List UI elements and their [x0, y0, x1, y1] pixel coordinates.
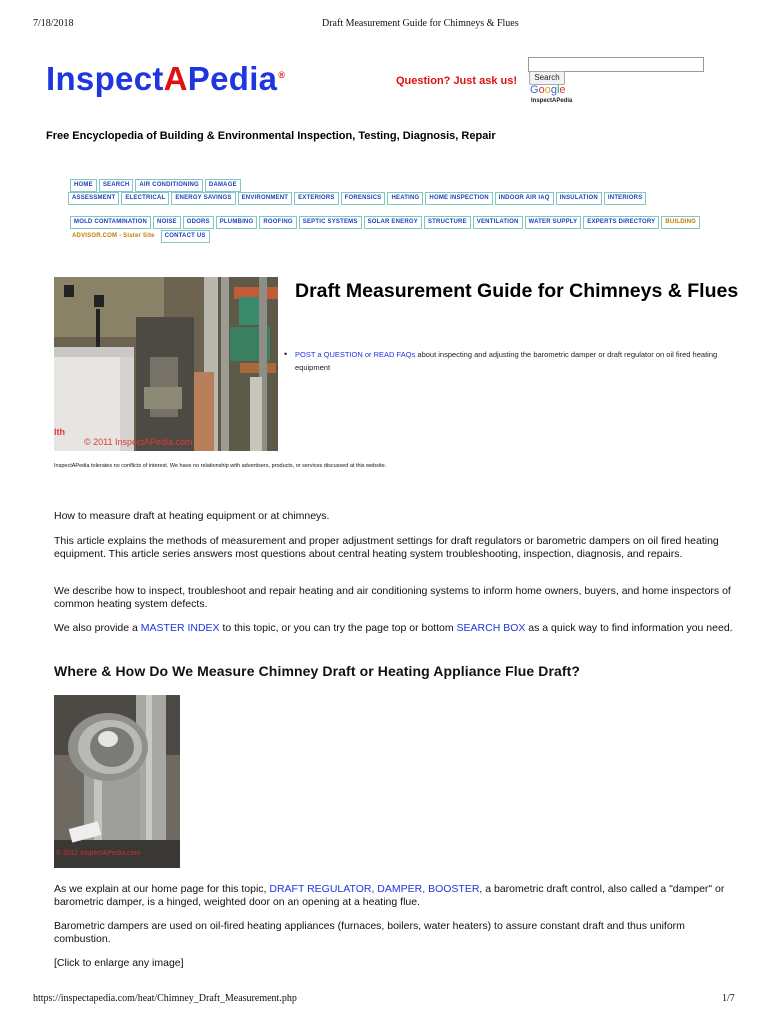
site-tagline: Free Encyclopedia of Building & Environmental Inspection, Testing, Diagnosis, Repair — [46, 130, 496, 142]
hero-photo-corner-text: lth — [54, 427, 65, 437]
ask-question-link[interactable]: Question? Just ask us! — [396, 75, 518, 87]
faq-bullet — [284, 348, 744, 374]
enlarge-image-note: [Click to enlarge any image] — [54, 957, 184, 969]
logo-part-a: A — [163, 60, 188, 97]
p5-text-a: As we explain at our home page for this topic, — [54, 883, 270, 895]
nav-item-forensics[interactable]: FORENSICS — [341, 192, 386, 205]
print-date: 7/18/2018 — [33, 18, 74, 29]
nav-item-experts[interactable]: EXPERTS DIRECTORY — [583, 216, 659, 229]
nav-item-septic[interactable]: SEPTIC SYSTEMS — [299, 216, 362, 229]
barometric-damper-illustration — [54, 695, 180, 868]
nav-item-ventilation[interactable]: VENTILATION — [473, 216, 523, 229]
nav-item-damage[interactable]: DAMAGE — [205, 179, 241, 192]
disclaimer: InspectAPedia tolerates no conflicts of interest. We have no relationship with advertisers, products, or services discussed at this website. — [54, 463, 387, 469]
damper-paragraph-1 — [54, 883, 734, 908]
post-question-link[interactable]: POST a QUESTION or READ FAQs — [295, 350, 416, 359]
nav-item-indoor-air[interactable]: INDOOR AIR IAQ — [495, 192, 554, 205]
nav-item-structure[interactable]: STRUCTURE — [424, 216, 471, 229]
damper-photo-caption: © 2011 InspectAPedia.com — [56, 850, 141, 857]
nav-row-2 — [68, 192, 648, 205]
nav-row-4 — [68, 230, 212, 243]
nav-item-exteriors[interactable]: EXTERIORS — [294, 192, 338, 205]
nav-item-solar[interactable]: SOLAR ENERGY — [364, 216, 422, 229]
nav-item-odors[interactable]: ODORS — [183, 216, 214, 229]
damper-paragraph-2: Barometric dampers are used on oil-fired heating appliances (furnaces, boilers, water heaters) to assure constant draft and thus uniform combustion. — [54, 920, 685, 945]
search-site-label: InspectAPedia — [531, 98, 573, 104]
nav-item-roofing[interactable]: ROOFING — [259, 216, 296, 229]
logo-part-pedia: Pedia — [187, 60, 278, 97]
page-title: Draft Measurement Guide for Chimneys & Flues — [295, 280, 739, 302]
logo-part-inspect: Inspect — [46, 60, 164, 97]
heating-equipment-illustration — [54, 277, 278, 451]
hero-photo-caption: © 2011 InspectAPedia.com — [84, 437, 193, 447]
nav-item-water-supply[interactable]: WATER SUPPLY — [525, 216, 582, 229]
print-title: Draft Measurement Guide for Chimneys & Flues — [322, 18, 519, 29]
intro-paragraph-1: How to measure draft at heating equipment or at chimneys. — [54, 510, 330, 522]
bullet-text: about inspecting and adjusting the barometric damper or draft regulator on oil fired heating equipment — [295, 350, 718, 372]
nav-item-air-conditioning[interactable]: AIR CONDITIONING — [135, 179, 203, 192]
p4-text-b: to this topic, or you can try the page top or bottom — [219, 622, 457, 634]
nav-item-electrical[interactable]: ELECTRICAL — [121, 192, 169, 205]
registered-mark: ® — [278, 70, 286, 80]
nav-item-sister-site[interactable]: ADVISOR.COM - Sister Site — [72, 233, 155, 239]
nav-item-heating[interactable]: HEATING — [387, 192, 423, 205]
intro-paragraph-4 — [54, 622, 734, 635]
print-url: https://inspectapedia.com/heat/Chimney_Draft_Measurement.php — [33, 993, 297, 1004]
p4-text-c: as a quick way to find information you need. — [525, 622, 733, 634]
google-logo: Google — [530, 84, 566, 96]
search-button[interactable]: Search — [529, 71, 565, 85]
intro-paragraph-2: This article explains the methods of measurement and proper adjustment settings for draft regulators or barometric dampers on oil fired heating equipment. This article series answers most questions about central heating system troubleshooting, inspection, diagnosis, and repairs. — [54, 535, 719, 560]
search-input[interactable] — [528, 57, 704, 72]
nav-item-home-inspection[interactable]: HOME INSPECTION — [425, 192, 492, 205]
master-index-link[interactable]: MASTER INDEX — [140, 622, 220, 634]
nav-item-home[interactable]: HOME — [70, 179, 97, 192]
nav-row-3 — [70, 216, 702, 229]
p5-text-b: , a barometric draft control, also called a "damper" or barometric damper, is a hinged, weighted door on an opening at a heating flue. — [54, 883, 725, 908]
bullet-dot: • — [284, 349, 288, 359]
nav-item-assessment[interactable]: ASSESSMENT — [68, 192, 119, 205]
search-box-link[interactable]: SEARCH BOX — [456, 622, 526, 634]
nav-item-energy-savings[interactable]: ENERGY SAVINGS — [171, 192, 235, 205]
nav-item-environment[interactable]: ENVIRONMENT — [238, 192, 293, 205]
nav-item-plumbing[interactable]: PLUMBING — [216, 216, 258, 229]
nav-item-search[interactable]: SEARCH — [99, 179, 134, 192]
barometric-damper-photo[interactable] — [54, 695, 180, 868]
section-heading: Where & How Do We Measure Chimney Draft or Heating Appliance Flue Draft? — [54, 663, 581, 679]
draft-regulator-link[interactable]: DRAFT REGULATOR, DAMPER, BOOSTER — [269, 883, 480, 895]
nav-item-interiors[interactable]: INTERIORS — [604, 192, 646, 205]
nav-item-insulation[interactable]: INSULATION — [556, 192, 602, 205]
nav-item-noise[interactable]: NOISE — [153, 216, 181, 229]
nav-item-mold[interactable]: MOLD CONTAMINATION — [70, 216, 151, 229]
print-page-number: 1/7 — [722, 993, 735, 1004]
site-logo[interactable] — [46, 60, 285, 98]
p4-text-a: We also provide a — [54, 622, 141, 634]
intro-paragraph-3: We describe how to inspect, troubleshoot and repair heating and air conditioning systems to inform home owners, buyers, and home inspectors of common heating system defects. — [54, 585, 731, 610]
nav-item-building[interactable]: BUILDING — [661, 216, 700, 229]
nav-item-contact[interactable]: CONTACT US — [161, 230, 210, 243]
nav-row-1 — [70, 179, 243, 192]
hero-photo-heating-equipment[interactable] — [54, 277, 278, 451]
